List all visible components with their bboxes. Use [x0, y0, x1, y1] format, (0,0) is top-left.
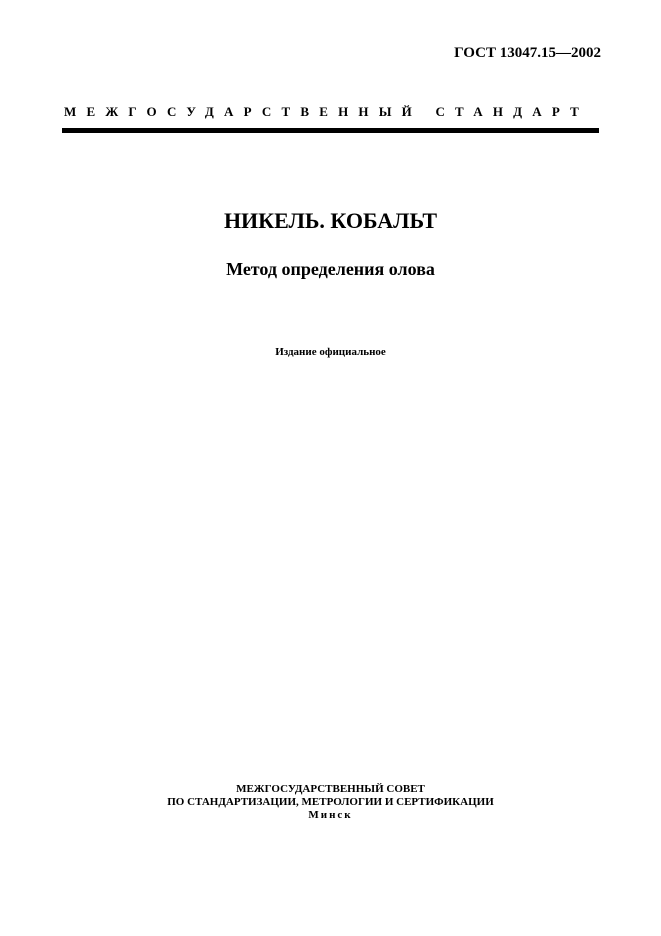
standard-type-header: МЕЖГОСУДАРСТВЕННЫЙ СТАНДАРТ: [64, 104, 590, 119]
edition-label: Издание официальное: [275, 346, 386, 358]
document-code: ГОСТ 13047.15—2002: [454, 45, 601, 61]
page-subtitle: Метод определения олова: [226, 259, 435, 279]
publisher-line-2: ПО СТАНДАРТИЗАЦИИ, МЕТРОЛОГИИ И СЕРТИФИКАЦИИ: [167, 796, 494, 808]
publisher-block: [0, 783, 661, 822]
header-divider: [62, 128, 599, 133]
publisher-city: Минск: [308, 809, 353, 821]
page-title: НИКЕЛЬ. КОБАЛЬТ: [223, 208, 438, 233]
publisher-line-1: МЕЖГОСУДАРСТВЕННЫЙ СОВЕТ: [236, 783, 425, 795]
